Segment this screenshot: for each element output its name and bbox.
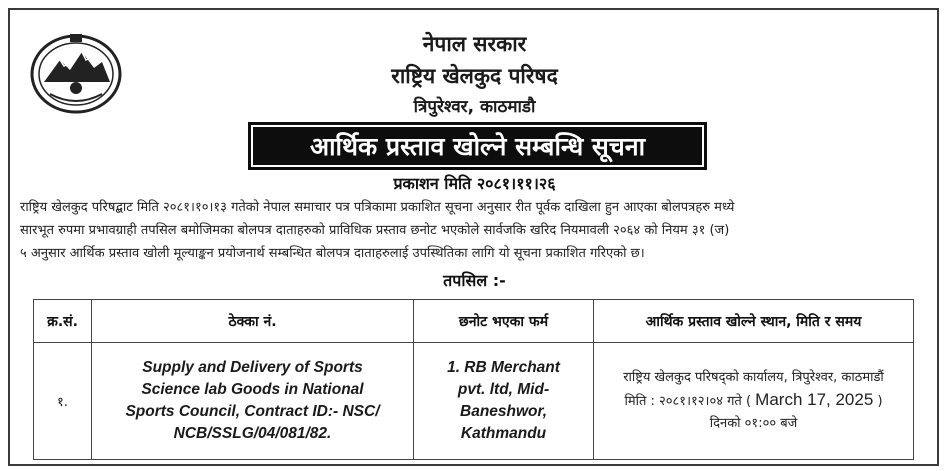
venue-location: राष्ट्रिय खेलकुद परिषद्को कार्यालय, त्रिपुरेश्वर, काठमाडौं <box>623 370 884 385</box>
venue-date-close: ) <box>877 394 883 409</box>
contract-line: Supply and Delivery of Sports <box>142 359 363 376</box>
contract-line: Science lab Goods in National <box>141 381 364 398</box>
council-address: त्रिपुरेश्वर, काठमाडौ <box>413 97 536 117</box>
row-firm <box>414 343 594 460</box>
body-line: राष्ट्रिय खेलकुद परिषद्बाट मिति २०८१।१०।१३ गतेको नेपाल समाचार पत्र पत्रिकामा प्रकाशित सूचना अनुसार रीत पूर्वक दाखिला हुन आएका बोलपत्रहरु मध्ये <box>20 200 735 215</box>
venue-date-nepali: मिति : २०८१।१२।०४ गते ( <box>624 394 752 409</box>
firm-line: pvt. ltd, Mid- <box>457 381 550 398</box>
contract-line: Sports Council, Contract ID:- NSC/ <box>125 403 380 420</box>
firm-line: 1. RB Merchant <box>447 359 560 376</box>
venue-date <box>595 389 912 413</box>
venue-time: दिनको ०१:०० बजे <box>709 416 798 431</box>
row-contract <box>92 343 414 460</box>
council-name: राष्ट्रिय खेलकुद परिषद <box>391 64 558 88</box>
notice-title-banner: आर्थिक प्रस्ताव खोल्ने सम्बन्धि सूचना <box>248 122 707 170</box>
publication-date: प्रकाशन मिति २०८१।११।२६ <box>393 174 556 193</box>
schedule-table <box>33 299 914 460</box>
body-line: ५ अनुसार आर्थिक प्रस्ताव खोली मूल्याङ्कन प्रयोजनार्थ सम्बन्धित बोलपत्र दाताहरुलाई उपस्थितिका लागि यो सूचना प्रकाशित गरिएको छ। <box>20 246 645 261</box>
body-line: सारभूत रुपमा प्रभावग्राही तपसिल बमोजिमका बोलपत्र दाताहरुको प्राविधिक प्रस्ताव छनोट भएकोले सार्वजकि खरिद नियमावली २०६४ को नियम ३१ (ज) <box>20 223 730 238</box>
venue-date-english: March 17, 2025 <box>755 390 874 409</box>
header-sn: क्र.सं. <box>34 300 92 343</box>
header-venue-date-time: आर्थिक प्रस्ताव खोल्ने स्थान, मिति र समय <box>594 300 914 343</box>
header-contract-no: ठेक्का नं. <box>92 300 414 343</box>
table-row <box>34 343 914 460</box>
schedule-heading: तपसिल :- <box>443 271 506 290</box>
government-title: नेपाल सरकार <box>422 32 527 56</box>
firm-line: Kathmandu <box>460 425 547 442</box>
row-venue <box>594 343 914 460</box>
header-selected-firm: छनोट भएका फर्म <box>414 300 594 343</box>
firm-line: Baneshwor, <box>460 403 547 420</box>
notice-body <box>20 196 930 265</box>
row-sn: १. <box>34 343 92 460</box>
contract-line: NCB/SSLG/04/081/82. <box>173 425 332 442</box>
table-header-row <box>34 300 914 343</box>
